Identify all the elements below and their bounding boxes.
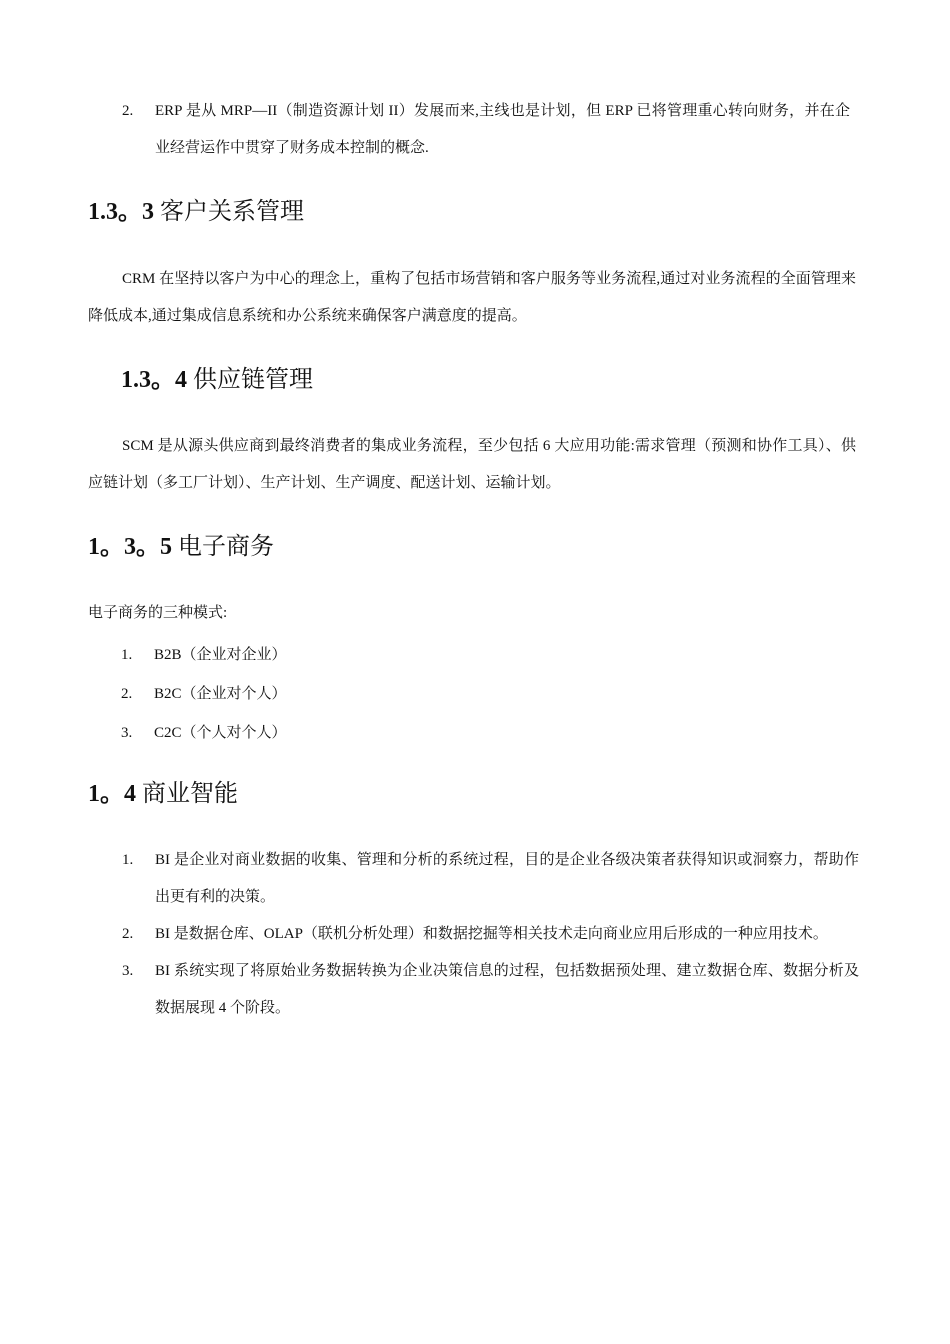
section-number: 1。4 [88, 781, 136, 807]
list-item-number: 2. [122, 103, 134, 119]
list-item-text: B2C（企业对个人） [154, 686, 287, 702]
section-heading-bi [88, 778, 238, 810]
list-item-number: 1. [121, 647, 133, 663]
ecommerce-intro: 电子商务的三种模式: [88, 605, 228, 621]
list-item-number: 2. [122, 926, 134, 942]
section-number: 1。3。5 [88, 534, 172, 560]
list-item-text: B2B（企业对企业） [154, 647, 287, 663]
crm-paragraph: CRM 在坚持以客户为中心的理念上，重构了包括市场营销和客户服务等业务流程,通过对业务流程的全面管理来降低成本,通过集成信息系统和办公系统来确保客户满意度的提高。 [88, 271, 856, 324]
list-item [122, 916, 867, 953]
list-item-number: 1. [122, 852, 134, 868]
list-item [122, 842, 862, 916]
list-item-text: C2C（个人对个人） [154, 725, 287, 741]
list-item-text: BI 系统实现了将原始业务数据转换为企业决策信息的过程，包括数据预处理、建立数据仓库、数据分析及数据展现 4 个阶段。 [155, 963, 859, 1016]
scm-paragraph: SCM 是从源头供应商到最终消费者的集成业务流程，至少包括 6 大应用功能:需求管理（预测和协作工具）、供应链计划（多工厂计划）、生产计划、生产调度、配送计划、运输计划。 [88, 438, 856, 491]
list-item-number: 2. [121, 686, 133, 702]
list-item-number: 3. [122, 963, 134, 979]
section-title: 商业智能 [142, 781, 238, 807]
section-heading-scm [121, 364, 313, 396]
section-title: 客户关系管理 [160, 199, 304, 225]
list-item-number: 3. [121, 725, 133, 741]
section-title: 供应链管理 [193, 367, 313, 393]
section-number: 1.3。3 [88, 199, 154, 225]
list-item-text: BI 是企业对商业数据的收集、管理和分析的系统过程，目的是企业各级决策者获得知识或洞察力，帮助作出更有利的决策。 [155, 852, 859, 905]
list-item-text: BI 是数据仓库、OLAP（联机分析处理）和数据挖掘等相关技术走向商业应用后形成的一种应用技术。 [155, 926, 828, 942]
section-title: 电子商务 [178, 534, 274, 560]
list-item [122, 953, 862, 1027]
list-item [121, 637, 521, 674]
section-heading-ecommerce [88, 531, 274, 563]
list-item [121, 676, 521, 713]
section-heading-crm [88, 196, 304, 228]
section-number: 1.3。4 [121, 367, 187, 393]
list-item [121, 715, 521, 752]
erp-list-item [122, 93, 858, 167]
list-item-text: ERP 是从 MRP—II（制造资源计划 II）发展而来,主线也是计划，但 ERP 已将管理重心转向财务，并在企业经营运作中贯穿了财务成本控制的概念. [155, 103, 850, 156]
